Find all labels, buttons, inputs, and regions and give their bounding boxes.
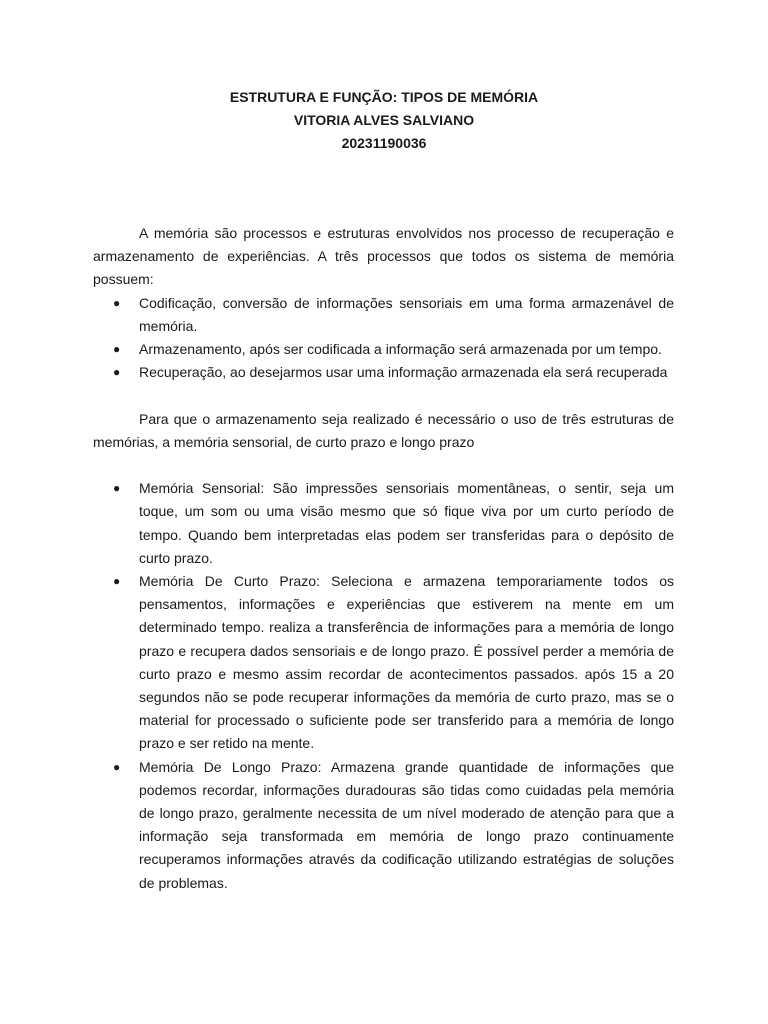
list-item — [93, 477, 674, 570]
author-name: VITORIA ALVES SALVIANO — [293, 112, 475, 128]
bullet-icon: ● — [113, 365, 121, 380]
structures-paragraph: Para que o armazenamento seja realizado é necessário o uso de três estruturas de memórias, a memória sensorial, de curto prazo e longo prazo — [93, 410, 674, 450]
process-list — [93, 292, 674, 385]
list-item-text: Memória Sensorial: São impressões sensoriais momentâneas, o sentir, seja um toque, um som ou uma visão mesmo que só fique viva por um curto período de tempo. Quando bem interpretadas elas podem ser transferidas para o depósito de curto prazo. — [139, 480, 674, 566]
student-id: 20231190036 — [341, 135, 427, 151]
bullet-icon: ● — [113, 481, 121, 496]
document-header — [0, 86, 768, 155]
bullet-icon: ● — [113, 574, 121, 589]
intro-paragraph: A memória são processos e estruturas envolvidos nos processo de recuperação e armazenamento de experiências. A três processos que todos os sistema de memória possuem: — [93, 225, 674, 288]
document-body — [93, 222, 674, 895]
list-item — [93, 338, 674, 361]
document-title: ESTRUTURA E FUNÇÃO: TIPOS DE MEMÓRIA — [229, 89, 539, 105]
paragraph-gap — [93, 454, 674, 477]
bullet-icon: ● — [113, 759, 121, 774]
memory-types-list — [93, 477, 674, 895]
bullet-icon: ● — [113, 295, 121, 310]
bullet-icon: ● — [113, 342, 121, 357]
list-item — [93, 361, 674, 384]
list-item — [93, 292, 674, 338]
list-item-text: Memória De Longo Prazo: Armazena grande quantidade de informações que podemos recordar, informações duradouras são tidas como cuidadas pela memória de longo prazo, geralmente necessita de um nível moderado de atenção para que a informação seja transformada em memória de longo prazo continuamente recuperamos informações através da codificação utilizando estratégias de soluções de problemas. — [139, 758, 674, 891]
list-item — [93, 570, 674, 756]
list-item — [93, 756, 674, 895]
list-item-text: Memória De Curto Prazo: Seleciona e armazena temporariamente todos os pensamentos, informações e experiências que estiverem na mente em um determinado tempo. realiza a transferência de informações para a memória de longo prazo e recupera dados sensoriais e de longo prazo. É possível perder a memória de curto prazo e mesmo assim recordar de acontecimentos passados. após 15 a 20 segundos não se pode recuperar informações da memória de curto prazo, mas se o material for processado o suficiente pode ser transferido para a memória de longo prazo e ser retido na mente. — [139, 573, 674, 752]
paragraph-gap — [93, 384, 674, 407]
list-item-text: Armazenamento, após ser codificada a informação será armazenada por um tempo. — [139, 341, 662, 358]
list-item-text: Recuperação, ao desejarmos usar uma informação armazenada ela será recuperada — [139, 364, 668, 381]
list-item-text: Codificação, conversão de informações sensoriais em uma forma armazenável de memória. — [139, 294, 674, 334]
